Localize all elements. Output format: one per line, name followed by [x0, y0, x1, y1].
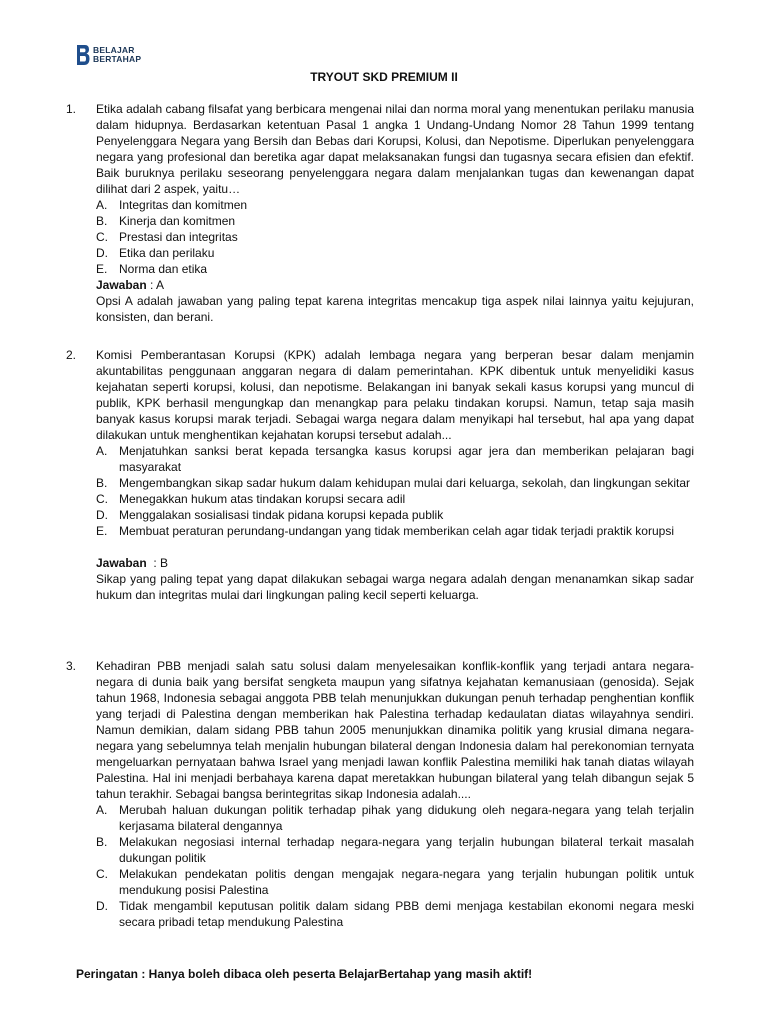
option-a	[96, 197, 694, 213]
option-b	[96, 213, 694, 229]
option-a	[96, 802, 694, 834]
option-a	[96, 443, 694, 475]
option-d	[96, 507, 694, 523]
question-number: 1.	[66, 102, 77, 116]
option-c	[96, 229, 694, 245]
option-list	[96, 802, 694, 930]
question-1	[66, 101, 694, 325]
question-stem: Etika adalah cabang filsafat yang berbicara mengenai nilai dan norma moral yang menentukan perilaku manusia dalam hidupnya. Berdasarkan ketentuan Pasal 1 angka 1 Undang-Undang Nomor 28 Tahun 1999 tentang Penyelenggara Negara yang Bersih dan Bebas dari Korupsi, Kolusi, dan Nepotisme. Diperlukan penyelenggara negara yang profesional dan beretika agar dapat melaksanakan fungsi dan tugasnya secara efisien dan efektif. Baik buruknya perilaku seseorang penyelenggara negara dalam menjalankan tugas dan kewenangan dapat dilihat dari 2 aspek, yaitu…	[96, 102, 694, 196]
option-d	[96, 898, 694, 930]
answer-label: Jawaban	[96, 278, 147, 292]
option-letter: A.	[96, 803, 108, 817]
option-text: Integritas dan komitmen	[119, 198, 248, 212]
option-text: Norma dan etika	[119, 262, 208, 276]
answer-line	[96, 555, 694, 571]
option-text: Etika dan perilaku	[119, 246, 215, 260]
option-b	[96, 475, 694, 491]
option-e	[96, 523, 694, 539]
spacer	[96, 539, 694, 555]
option-letter: C.	[96, 867, 108, 881]
access-warning: Peringatan : Hanya boleh dibaca oleh peserta BelajarBertahap yang masih aktif!	[76, 967, 533, 981]
option-text: Melakukan pendekatan politis dengan mengajak negara-negara yang terjalin hubungan politik untuk mendukung posisi Palestina	[119, 867, 694, 897]
option-letter: C.	[96, 230, 108, 244]
option-text: Tidak mengambil keputusan politik dalam sidang PBB demi menjaga kestabilan ekonomi negara meski secara pribadi tetap mendukung Palestina	[119, 899, 694, 929]
logo-line2: BERTAHAP	[93, 54, 142, 64]
option-list	[96, 443, 694, 539]
option-text: Mengembangkan sikap sadar hukum dalam kehidupan mulai dari keluarga, sekolah, dan lingkungan sekitar	[119, 476, 691, 490]
option-b	[96, 834, 694, 866]
option-letter: D.	[96, 246, 108, 260]
option-text: Merubah haluan dukungan politik terhadap pihak yang didukung oleh negara-negara yang telah terjalin kerjasama bilateral dengannya	[119, 803, 694, 833]
brand-logo	[76, 44, 141, 66]
answer-value: : A	[146, 278, 165, 292]
option-c	[96, 491, 694, 507]
option-c	[96, 866, 694, 898]
question-number: 2.	[66, 348, 77, 362]
answer-explanation: Opsi A adalah jawaban yang paling tepat karena integritas mencakup tiga aspek nilai lainnya yaitu kejujuran, konsisten, dan berani.	[96, 294, 694, 324]
logo-line1: BELAJAR	[93, 45, 135, 55]
option-text: Menggalakan sosialisasi tindak pidana korupsi kepada publik	[119, 508, 444, 522]
question-stem: Kehadiran PBB menjadi salah satu solusi dalam menyelesaikan konflik-konflik yang terjadi antara negara-negara di dunia baik yang bersifat sengketa maupun yang sifatnya kejahatan kemanusiaan (genosida). Sejak tahun 1968, Indonesia sebagai anggota PBB telah menunjukkan dukungan penuh terhadap penghentian konflik yang terjadi di Palestina dengan memberikan hak Palestina terhadap kedaulatan diatas wilayahnya sendiri. Namun demikian, dalam sidang PBB tahun 2005 menunjukkan dinamika politik yang krusial dimana negara-negara yang sebelumnya telah menjalin hubungan bilateral dengan Indonesia dalam hal perekonomian ternyata mengeluarkan pernyataan bahwa Israel yang menjadi lawan konflik Palestina memiliki hak tanah diatas wilayah Palestina. Hal ini menjadi berbahaya karena dapat meretakkan hubungan bilateral yang telah dibangun sejak 5 tahun terakhir. Sebagai bangsa berintegritas sikap Indonesia adalah....	[96, 659, 694, 801]
question-number: 3.	[66, 659, 77, 673]
option-list	[96, 197, 694, 277]
answer-explanation: Sikap yang paling tepat yang dapat dilakukan sebagai warga negara adalah dengan menanamkan sikap sadar hukum dan integritas mulai dari lingkungan paling kecil seperti keluarga.	[96, 572, 694, 602]
question-3	[66, 658, 694, 930]
option-text: Prestasi dan integritas	[119, 230, 238, 244]
option-letter: E.	[96, 524, 108, 538]
option-e	[96, 261, 694, 277]
option-text: Melakukan negosiasi internal terhadap negara-negara yang terjalin hubungan bilateral terkait masalah dukungan politik	[119, 835, 694, 865]
logo-wordmark	[93, 46, 141, 64]
answer-line	[96, 277, 694, 293]
answer-value: : B	[146, 556, 169, 570]
option-letter: D.	[96, 508, 108, 522]
option-text: Menegakkan hukum atas tindakan korupsi secara adil	[119, 492, 406, 506]
answer-label: Jawaban	[96, 556, 147, 570]
option-text: Membuat peraturan perundang-undangan yang tidak memberikan celah agar tidak terjadi praktik korupsi	[119, 524, 674, 538]
page-title: TRYOUT SKD PREMIUM II	[310, 70, 458, 84]
option-letter: A.	[96, 198, 108, 212]
option-d	[96, 245, 694, 261]
question-stem: Komisi Pemberantasan Korupsi (KPK) adalah lembaga negara yang berperan besar dalam menjamin akuntabilitas penggunaan anggaran negara di dalam pemerintahan. KPK dibentuk untuk menyelidiki kasus kejahatan seperti korupsi, kolusi, dan nepotisme. Belakangan ini banyak sekali kasus korupsi yang muncul di publik, KPK berhasil mengungkap dan menangkap para pelaku tindakan korupsi. Namun, tetap saja masih banyak kasus korupsi marak terjadi. Sebagai warga negara dalam menyikapi hal tersebut, hal apa yang dapat dilakukan untuk menghentikan kejahatan korupsi tersebut adalah...	[96, 348, 694, 442]
option-letter: E.	[96, 262, 108, 276]
option-letter: D.	[96, 899, 108, 913]
question-2	[66, 347, 694, 603]
option-text: Menjatuhkan sanksi berat kepada tersangka kasus korupsi agar jera dan memberikan pelajaran bagi masyarakat	[119, 444, 694, 474]
belajar-bertahap-logo-icon	[76, 44, 90, 66]
option-text: Kinerja dan komitmen	[119, 214, 236, 228]
option-letter: B.	[96, 476, 108, 490]
option-letter: B.	[96, 835, 108, 849]
option-letter: C.	[96, 492, 108, 506]
option-letter: A.	[96, 444, 108, 458]
option-letter: B.	[96, 214, 108, 228]
